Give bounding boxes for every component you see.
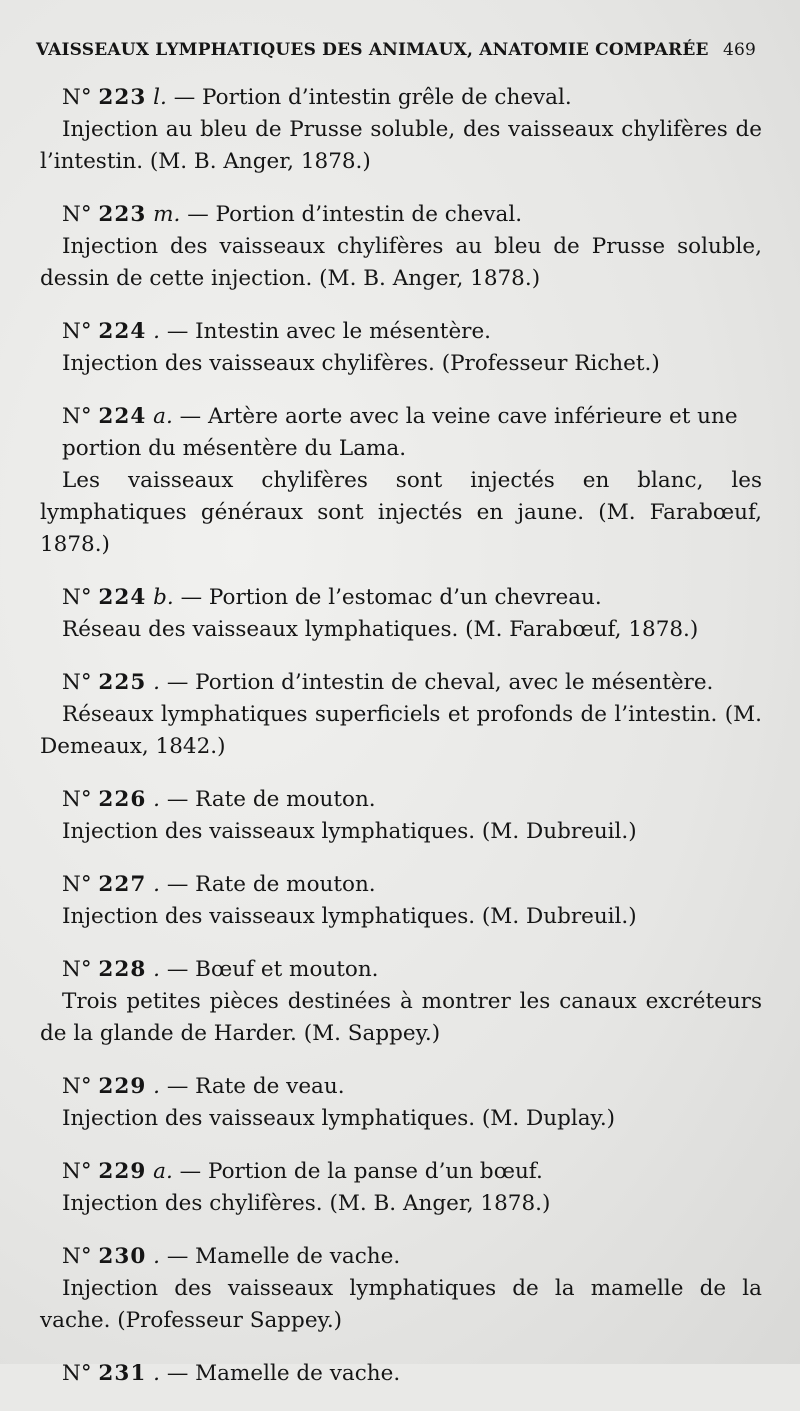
- entry-no-label: N°: [62, 202, 92, 227]
- entry-description: Injection des vaisseaux lymphatiques. (M. Duplay.): [62, 1106, 616, 1131]
- entry-no-label: N°: [62, 1244, 92, 1269]
- entry-no-label: N°: [62, 1361, 92, 1386]
- entry-title: — Portion de la panse d’un bœuf.: [179, 1159, 543, 1184]
- entry-suffix: l.: [153, 85, 167, 110]
- catalogue-entry: [40, 82, 762, 178]
- entry-number: 228: [98, 957, 147, 982]
- page-number: 469: [722, 40, 756, 60]
- catalogue-entry: [40, 401, 762, 561]
- entry-description: Réseau des vaisseaux lymphatiques. (M. Farabœuf, 1878.): [62, 617, 699, 642]
- entry-suffix: .: [153, 787, 160, 812]
- entry-number: 224: [98, 404, 147, 429]
- entry-heading: [40, 1071, 762, 1103]
- catalogue-entry: [40, 667, 762, 763]
- entry-number: 230: [98, 1244, 147, 1269]
- entry-title: — Rate de mouton.: [166, 787, 376, 812]
- entry-suffix: .: [153, 1074, 160, 1099]
- entry-number: 223: [98, 202, 147, 227]
- entry-number: 229: [98, 1074, 147, 1099]
- entry-description: Réseaux lymphatiques superficiels et profonds de l’intestin. (M. Demeaux, 1842.): [40, 702, 762, 759]
- entry-suffix: .: [153, 670, 160, 695]
- entry-title: — Portion d’intestin de cheval, avec le mésentère.: [166, 670, 714, 695]
- entry-no-label: N°: [62, 1159, 92, 1184]
- entry-heading: [40, 784, 762, 816]
- catalogue-entry: [40, 954, 762, 1050]
- entry-description: Les vaisseaux chylifères sont injectés en blanc, les lymphatiques généraux sont injectés en jaune. (M. Farabœuf, 1878.): [40, 468, 762, 557]
- entry-description: Injection des vaisseaux lymphatiques de la mamelle de la vache. (Professeur Sappey.): [40, 1276, 762, 1333]
- entry-heading: [40, 316, 762, 348]
- entry-title: — Portion d’intestin grêle de cheval.: [173, 85, 572, 110]
- entry-number: 224: [98, 585, 147, 610]
- entry-number: 223: [98, 85, 147, 110]
- entry-suffix: .: [153, 319, 160, 344]
- entry-suffix: a.: [153, 1159, 173, 1184]
- entry-no-label: N°: [62, 404, 92, 429]
- catalogue-entry: [40, 869, 762, 933]
- entry-title: — Portion d’intestin de cheval.: [187, 202, 523, 227]
- entry-title: — Bœuf et mouton.: [166, 957, 379, 982]
- entry-number: 224: [98, 319, 147, 344]
- entry-number: 226: [98, 787, 147, 812]
- running-title: VAISSEAUX LYMPHATIQUES DES ANIMAUX, ANATOMIE COMPARÉE: [36, 40, 709, 60]
- entry-suffix: .: [153, 957, 160, 982]
- entry-number: 229: [98, 1159, 147, 1184]
- entry-heading: [40, 1156, 762, 1188]
- entry-no-label: N°: [62, 319, 92, 344]
- entry-title: — Rate de veau.: [166, 1074, 345, 1099]
- entry-description: Injection des vaisseaux chylifères au bleu de Prusse soluble, dessin de cette injection. (M. B. Anger, 1878.): [40, 234, 762, 291]
- entry-suffix: b.: [153, 585, 174, 610]
- entry-title: — Mamelle de vache.: [166, 1361, 401, 1386]
- catalogue-entry: [40, 316, 762, 380]
- entry-no-label: N°: [62, 872, 92, 897]
- entry-suffix: .: [153, 1361, 160, 1386]
- entry-heading: [40, 199, 762, 231]
- catalogue-entry: [40, 199, 762, 295]
- entry-heading: [40, 954, 762, 986]
- entry-description: Injection des vaisseaux chylifères. (Professeur Richet.): [62, 351, 660, 376]
- entry-heading: [40, 1358, 762, 1390]
- catalogue-entry: [40, 1156, 762, 1220]
- entry-heading: [40, 869, 762, 901]
- entry-title: — Rate de mouton.: [166, 872, 376, 897]
- entry-description: Injection des vaisseaux lymphatiques. (M. Dubreuil.): [62, 904, 637, 929]
- entry-heading: [40, 401, 762, 465]
- entry-description: Injection au bleu de Prusse soluble, des vaisseaux chylifères de l’intestin. (M. B. Anger, 1878.): [40, 117, 762, 174]
- entry-heading: [40, 1241, 762, 1273]
- entry-description: Injection des chylifères. (M. B. Anger, 1878.): [62, 1191, 551, 1216]
- catalogue-entry: [40, 1358, 762, 1390]
- entry-number: 225: [98, 670, 147, 695]
- entry-heading: [40, 667, 762, 699]
- entry-title: — Intestin avec le mésentère.: [166, 319, 492, 344]
- entry-number: 231: [98, 1361, 147, 1386]
- entry-description: Injection des vaisseaux lymphatiques. (M. Dubreuil.): [62, 819, 637, 844]
- entry-no-label: N°: [62, 85, 92, 110]
- entry-suffix: .: [153, 872, 160, 897]
- entry-no-label: N°: [62, 787, 92, 812]
- entry-no-label: N°: [62, 957, 92, 982]
- catalogue-entry: [40, 1071, 762, 1135]
- entry-suffix: m.: [153, 202, 181, 227]
- entry-number: 227: [98, 872, 147, 897]
- catalogue-entry: [40, 582, 762, 646]
- entry-no-label: N°: [62, 670, 92, 695]
- catalogue-entry: [40, 784, 762, 848]
- entry-title: — Portion de l’estomac d’un chevreau.: [180, 585, 602, 610]
- catalogue-entries: [40, 82, 762, 1411]
- entry-suffix: a.: [153, 404, 173, 429]
- entry-no-label: N°: [62, 1074, 92, 1099]
- entry-heading: [40, 82, 762, 114]
- entry-suffix: .: [153, 1244, 160, 1269]
- entry-title: — Mamelle de vache.: [166, 1244, 401, 1269]
- entry-no-label: N°: [62, 585, 92, 610]
- entry-heading: [40, 582, 762, 614]
- entry-title: — Artère aorte avec la veine cave inférieure et une portion du mésentère du Lama.: [62, 404, 738, 461]
- entry-description: Trois petites pièces destinées à montrer les canaux excréteurs de la glande de Harder. (M. Sappey.): [40, 989, 762, 1046]
- running-header: [36, 40, 756, 60]
- catalogue-entry: [40, 1241, 762, 1337]
